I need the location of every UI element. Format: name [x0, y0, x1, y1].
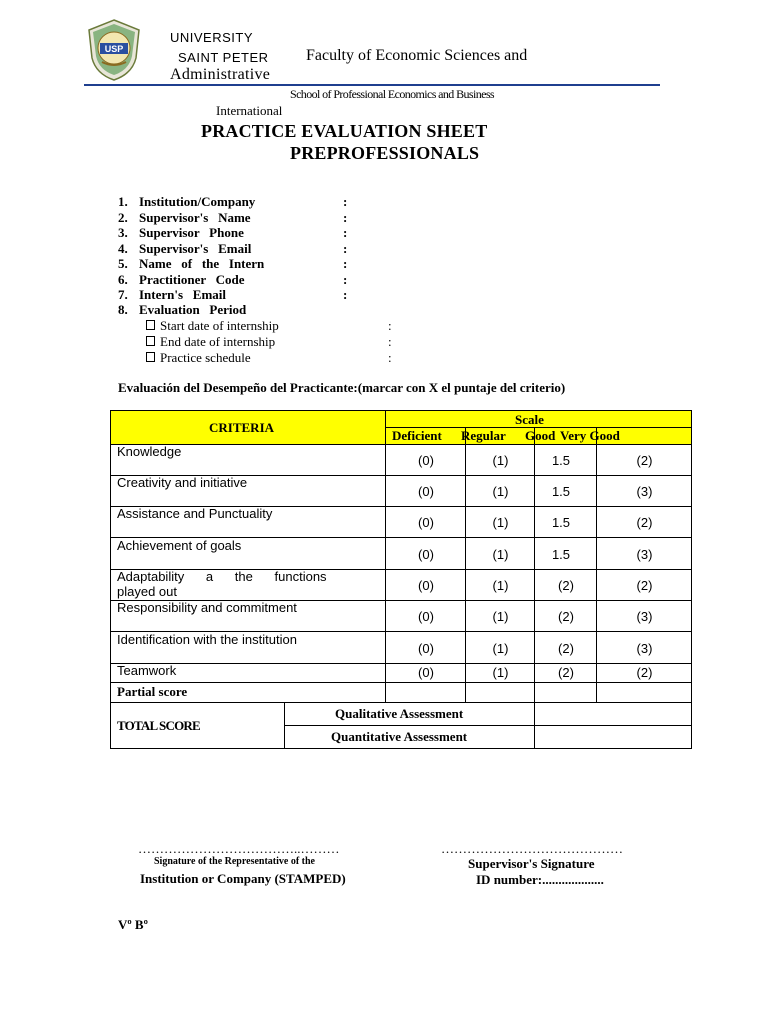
scale-label-deficient: Deficient [392, 428, 442, 443]
period-item-end: End date of internship [146, 334, 275, 350]
score-cell[interactable]: (2) [558, 609, 574, 624]
score-cell[interactable]: (2) [636, 578, 653, 593]
score-cell[interactable]: (1) [492, 578, 509, 593]
score-cell[interactable]: 1.5 [551, 547, 571, 562]
score-cell[interactable]: (0) [418, 453, 434, 468]
field-colon: : [388, 350, 392, 365]
university-name-line1: UNIVERSITY [170, 30, 254, 45]
score-cell[interactable]: (1) [492, 484, 509, 499]
field-label-institution: Institution/Company [139, 194, 256, 209]
score-cell[interactable]: (0) [418, 515, 434, 530]
criterion-adaptability-line2: played out [117, 584, 177, 599]
score-cell[interactable]: (1) [492, 665, 509, 680]
field-colon: : [388, 318, 392, 333]
score-cell[interactable]: (0) [418, 484, 434, 499]
field-colon: : [343, 210, 348, 225]
score-cell[interactable]: (0) [418, 665, 434, 680]
field-colon: : [388, 334, 392, 349]
score-cell[interactable]: (1) [492, 547, 509, 562]
document-subtitle: PREPROFESSIONALS [290, 143, 480, 163]
university-logo [84, 18, 144, 82]
score-cell[interactable]: (0) [418, 578, 434, 593]
scale-label-very-good: Very Good [560, 428, 620, 443]
checkbox-icon [146, 336, 155, 346]
right-signature-line: …………………………………… [441, 841, 623, 856]
score-cell[interactable]: 1.5 [551, 453, 571, 468]
field-number: 3. [118, 225, 128, 240]
evaluation-instructions: Evaluación del Desempeño del Practicante:(marcar con X el puntaje del criterio) [118, 380, 566, 395]
score-cell[interactable]: (0) [418, 547, 434, 562]
criterion-goals: Achievement of goals [117, 538, 242, 553]
score-cell[interactable]: (3) [636, 484, 653, 499]
criterion-teamwork: Teamwork [117, 663, 177, 678]
score-cell[interactable]: (2) [636, 665, 653, 680]
criterion-responsibility: Responsibility and commitment [117, 600, 297, 615]
field-colon: : [343, 194, 348, 209]
score-cell[interactable]: 1.5 [551, 484, 571, 499]
score-cell[interactable]: (3) [636, 547, 653, 562]
faculty-name: Faculty of Economic Sciences and [306, 47, 528, 64]
score-cell[interactable]: (2) [636, 515, 653, 530]
left-signature-caption: Signature of the Representative of the [154, 856, 315, 867]
field-colon: : [343, 225, 348, 240]
school-name: School of Professional Economics and Business [290, 87, 494, 101]
score-cell[interactable]: (2) [558, 641, 574, 656]
score-cell[interactable]: (2) [558, 578, 574, 593]
score-cell[interactable]: (2) [558, 665, 574, 680]
partial-score-label: Partial score [117, 684, 188, 699]
field-colon: : [343, 287, 348, 302]
field-number: 7. [118, 287, 128, 302]
field-label-practitioner-code: Practitioner Code [139, 272, 245, 287]
period-item-start: Start date of internship [146, 318, 279, 334]
scale-label-regular: Regular [461, 428, 506, 443]
field-label-supervisor-phone: Supervisor Phone [139, 225, 244, 240]
criterion-identification: Identification with the institution [117, 632, 297, 647]
international-label: International [216, 103, 283, 118]
checkbox-icon [146, 352, 155, 362]
score-cell[interactable]: (2) [636, 453, 653, 468]
score-cell[interactable]: (0) [418, 609, 434, 624]
score-cell[interactable]: 1.5 [551, 515, 571, 530]
field-colon: : [343, 272, 348, 287]
score-cell[interactable]: (1) [492, 453, 509, 468]
field-number: 2. [118, 210, 128, 225]
criterion-knowledge: Knowledge [117, 444, 182, 459]
document-title: PRACTICE EVALUATION SHEET [201, 121, 488, 141]
qualitative-assessment-label: Qualitative Assessment [335, 706, 464, 721]
score-cell[interactable]: (3) [636, 641, 653, 656]
score-cell[interactable]: (1) [492, 609, 509, 624]
left-signature-line: ………………………………..……… [138, 841, 340, 856]
evaluation-table [110, 410, 692, 750]
scale-label-good: Good [525, 428, 556, 443]
svg-text:USP: USP [104, 44, 124, 54]
checkbox-icon [146, 320, 155, 330]
field-label-evaluation-period: Evaluation Period [139, 302, 247, 317]
university-name-line2: SAINT PETER [178, 50, 269, 65]
field-label-intern-email: Intern's Email [139, 287, 227, 302]
field-number: 8. [118, 302, 128, 317]
field-colon: : [343, 256, 348, 271]
criteria-header: CRITERIA [209, 420, 275, 435]
field-label-intern-name: Name of the Intern [139, 256, 265, 271]
field-number: 6. [118, 272, 128, 287]
header-rule [84, 84, 660, 86]
administrative-label: Administrative [170, 66, 271, 83]
field-number: 1. [118, 194, 128, 209]
scale-header: Scale [515, 412, 544, 427]
field-number: 5. [118, 256, 128, 271]
field-label-supervisor-email: Supervisor's Email [139, 241, 252, 256]
field-number: 4. [118, 241, 128, 256]
score-cell[interactable]: (3) [636, 609, 653, 624]
field-colon: : [343, 241, 348, 256]
vobo-label: Vº Bº [118, 917, 148, 932]
supervisor-signature-caption: Supervisor's Signature [468, 856, 595, 871]
left-signature-caption-line2: Institution or Company (STAMPED) [140, 871, 346, 886]
criterion-adaptability: Adaptability a the functions [117, 569, 327, 584]
period-item-schedule: Practice schedule [146, 350, 251, 366]
score-cell[interactable]: (1) [492, 515, 509, 530]
criterion-creativity: Creativity and initiative [117, 475, 248, 490]
field-label-supervisor-name: Supervisor's Name [139, 210, 251, 225]
criterion-assistance: Assistance and Punctuality [117, 506, 273, 521]
supervisor-id-number: ID number:................... [476, 872, 604, 887]
total-score-label: TOTAL SCORE [117, 718, 200, 733]
quantitative-assessment-label: Quantitative Assessment [331, 729, 468, 744]
score-cell[interactable]: (0) [418, 641, 434, 656]
score-cell[interactable]: (1) [492, 641, 509, 656]
